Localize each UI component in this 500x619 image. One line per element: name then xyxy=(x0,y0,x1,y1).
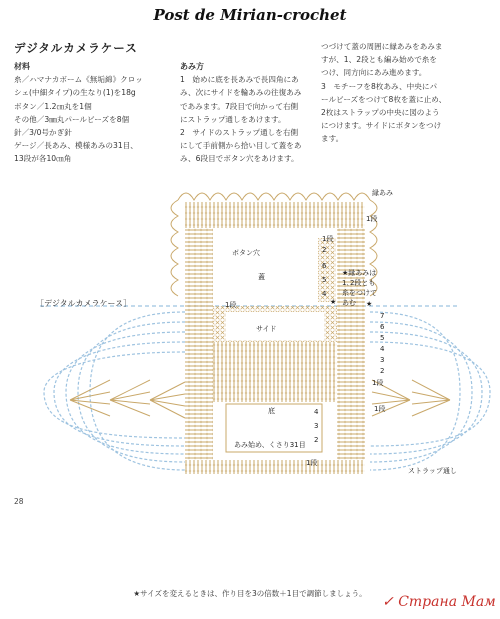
row-mark: 6 xyxy=(380,323,385,331)
note-line: ★縁あみは xyxy=(342,269,377,277)
method-line: ールビーズをつけて8枚を蓋に止め、 xyxy=(321,94,447,104)
note-line: あむ xyxy=(342,299,356,307)
logo-check-icon: ✓ xyxy=(382,594,394,610)
method-line: 2枚はストラップの中央に図のよう xyxy=(321,108,440,118)
method-line: につけます。サイドにボタンをつけ xyxy=(321,121,442,131)
materials-line: 13段が各10㎝角 xyxy=(14,154,72,164)
border-note xyxy=(342,268,412,308)
row-mark: 4 xyxy=(314,408,319,416)
case-label: ［デジタルカメラケース］ xyxy=(36,299,132,308)
method-line: であみます。7段目で向かって右側 xyxy=(180,101,299,111)
chain-loops-right xyxy=(370,312,490,470)
method-heading: あみ方 xyxy=(180,62,204,71)
method-line: にストラップ通しをあけます。 xyxy=(180,114,286,124)
side-label: サイド xyxy=(256,325,277,333)
method-line: すが、1、2段とも編み始めで糸を xyxy=(321,55,437,65)
bottom-label: 底 xyxy=(268,407,275,415)
method-continued xyxy=(321,40,489,146)
method-line: つけ、同方向にあみ進めます。 xyxy=(321,68,427,78)
row-mark: 2 xyxy=(322,246,327,254)
page-title: Post de Mirian-crochet xyxy=(153,6,347,24)
row-mark: 5 xyxy=(322,276,327,284)
materials-section xyxy=(14,60,172,166)
row-mark: ★ xyxy=(330,298,337,306)
row-mark: 6 xyxy=(322,262,327,270)
watermark-text: Страна Мам xyxy=(398,594,496,610)
method-line: つづけて蓋の周囲に縁あみをあみま xyxy=(321,42,443,51)
row-mark: ★ xyxy=(366,300,373,308)
row-mark: 2 xyxy=(314,436,319,444)
lid-label: 蓋 xyxy=(258,273,265,281)
document-heading: デジタルカメラケース xyxy=(14,41,138,55)
row-mark: 3 xyxy=(314,422,319,430)
row-mark: 1段 xyxy=(374,405,386,413)
row-mark: 4 xyxy=(322,290,327,298)
row-mark: 3 xyxy=(380,356,385,364)
row-mark: 1段 xyxy=(306,459,318,467)
method-line: 2 サイドのストラップ通しを右側 xyxy=(180,128,299,138)
row-mark: 4 xyxy=(380,345,385,353)
row-mark: 1段 xyxy=(225,301,237,309)
watermark-logo xyxy=(382,594,496,610)
note-line: 1､2段とも xyxy=(342,279,376,287)
row-mark: 7 xyxy=(380,312,385,320)
materials-line: シェ(中細タイプ)の生なり(1)を18g xyxy=(14,88,136,98)
crochet-diagram xyxy=(0,160,500,580)
strap-label: ストラップ通し xyxy=(408,467,457,475)
page-number: 28 xyxy=(14,497,24,506)
frame-left-band xyxy=(185,228,213,460)
method-line: にして手前側から拾い目して蓋をあ xyxy=(180,141,302,151)
materials-line: 糸／ハマナカボーム《無垢綿》クロッ xyxy=(14,75,143,85)
method-line: み、次にサイドを輪あみの往復あみ xyxy=(180,88,302,98)
lid-top-band xyxy=(185,202,365,228)
note-line: 糸をつけて xyxy=(342,289,377,297)
start-label: あみ始め、くさり31目 xyxy=(234,441,306,449)
row-mark: 2 xyxy=(380,367,385,375)
method-line: 1 始めに底を長あみで長四角にあ xyxy=(180,75,299,85)
row-mark: 1段 xyxy=(322,235,334,243)
materials-line: その他／3㎜丸パールビーズを8個 xyxy=(14,114,130,124)
border-label: 縁あみ xyxy=(372,189,393,197)
materials-line: 針／3/0号かぎ針 xyxy=(14,128,72,138)
buttonhole-label: ボタン穴 xyxy=(232,249,260,257)
method-line: 3 モチーフを8枚あみ、中央にパ xyxy=(321,81,438,91)
frame-right-band xyxy=(337,228,365,460)
footnote: ★サイズを変えるときは、作り目を3の倍数＋1目で調節しましょう。 xyxy=(133,589,367,598)
materials-line: ゲージ／長あみ、模様あみの31目、 xyxy=(14,141,138,151)
side-band-lower xyxy=(213,342,337,402)
row-mark: 1段 xyxy=(372,379,384,387)
materials-heading: 材料 xyxy=(14,62,30,71)
method-line: ます。 xyxy=(321,134,344,144)
method-line: み、6段目でボタン穴をあけます。 xyxy=(180,154,299,164)
row-mark: 5 xyxy=(380,334,385,342)
bottom-band xyxy=(185,460,365,474)
lid-right-crosses xyxy=(318,238,336,302)
chain-loops-left xyxy=(44,312,185,470)
materials-line: ボタン／1.2㎝丸を1個 xyxy=(14,101,92,111)
border-row-mark: 1段 xyxy=(366,215,378,223)
method-section xyxy=(180,60,314,166)
